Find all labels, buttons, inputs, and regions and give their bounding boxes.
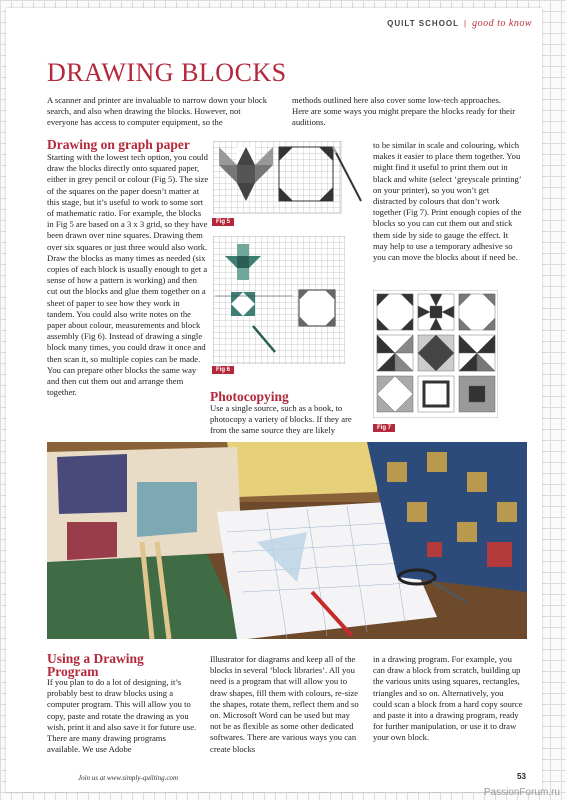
watermark: PassionForum.ru bbox=[483, 787, 560, 798]
drawing-program-text-col2: Illustrator for diagrams and keep all of the blocks in several ‘block libraries’. All you need is a program that will allow you to draw shapes, fill them with colours, re-size the shapes, rotate them, reflect them and so on. Microsoft Word can be used but may not be as flexible as some other dedicated softwares. There are various ways you can create blocks bbox=[210, 654, 359, 754]
header-separator: | bbox=[464, 19, 468, 28]
photocopying-text: Use a single source, such as a book, to photocopy a variety of blocks. If they are from the same source they are likely bbox=[210, 403, 352, 436]
header-subtitle: good to know bbox=[472, 18, 532, 29]
photo-quilt-blocks-on-cutting-mat bbox=[47, 442, 527, 639]
section-name: QUILT SCHOOL bbox=[387, 19, 460, 28]
heading-graph-paper: Drawing on graph paper bbox=[47, 137, 190, 152]
page-number: 53 bbox=[517, 772, 526, 781]
fig7-label: Fig 7 bbox=[373, 424, 395, 432]
fig6-label: Fig 6 bbox=[212, 366, 234, 374]
heading-drawing-program: Using a Drawing Program bbox=[47, 651, 144, 679]
footer-website[interactable]: Join us at www.simply-quilting.com bbox=[78, 774, 179, 782]
fig7-greyscale-blocks bbox=[373, 290, 498, 418]
page-title: DRAWING BLOCKS bbox=[47, 58, 287, 87]
photocopying-continued-text: to be similar in scale and colouring, which makes it easier to place them together. You might find it useful to print them out in black and white (select ‘greyscale printing’ on your printer), so you won’t get distracted by colours that don’t work together (Fig 7). Print enough copies of the blocks so you can cut them out and stick them side by side to gauge the effect. It may help to use a temporary adhesive so you can move the blocks about if need be. bbox=[373, 140, 522, 263]
header-kicker bbox=[387, 18, 532, 29]
intro-left: A scanner and printer are invaluable to narrow down your block search, and also when drawing the blocks. However, not everyone has access to computer equipment, so the bbox=[47, 95, 268, 128]
fig5-graph-paper-blocks bbox=[213, 141, 363, 215]
drawing-program-text-col3: in a drawing program. For example, you can draw a block from scratch, building up the various units using squares, rectangles, triangles and so on. Alternatively, you could scan a block from a hard copy source and paste it into a drawing program, ready for further manipulation, or use it to draw your own block. bbox=[373, 654, 523, 743]
fig5-label: Fig 5 bbox=[212, 218, 234, 226]
intro-right: methods outlined here also cover some low-tech approaches. Here are some ways you might prepare the blocks ready for their auditions. bbox=[292, 95, 516, 128]
fig6-block-plan bbox=[213, 236, 345, 364]
graph-paper-text: Starting with the lowest tech option, you could draw the blocks directly onto squared paper, either in grey pencil or colour (Fig 5). The size of the squares on the paper doesn’t matter at this stage, but it’s useful to work to some sort of mathematic ratio. For example, the blocks in Fig 5 are based on a 3 x 3 grid, so they have been drawn over nine squares. Drawing them over six squares or just three would also work. Draw the blocks as many times as needed (six copies of each block is usually enough to get a sense of how a pattern is working) and then cut out the blocks and glue them together on a sheet of paper to see how they work in tandem. You could also write notes on the paper about colour, measurements and block assembly (Fig 6). Instead of drawing a single block many times, you could draw it once and then scan it, so multiple copies can be made. You can prepare other blocks the same way and then cut them out and arrange them together. bbox=[47, 152, 209, 398]
heading-photocopying: Photocopying bbox=[210, 389, 289, 404]
drawing-program-text-col1: If you plan to do a lot of designing, it’s probably best to draw blocks using a computer program. This will allow you to copy, paste and rotate the drawing as you wish, print it and also save it for future use. There are many drawing programs available. We use Adobe bbox=[47, 677, 197, 755]
